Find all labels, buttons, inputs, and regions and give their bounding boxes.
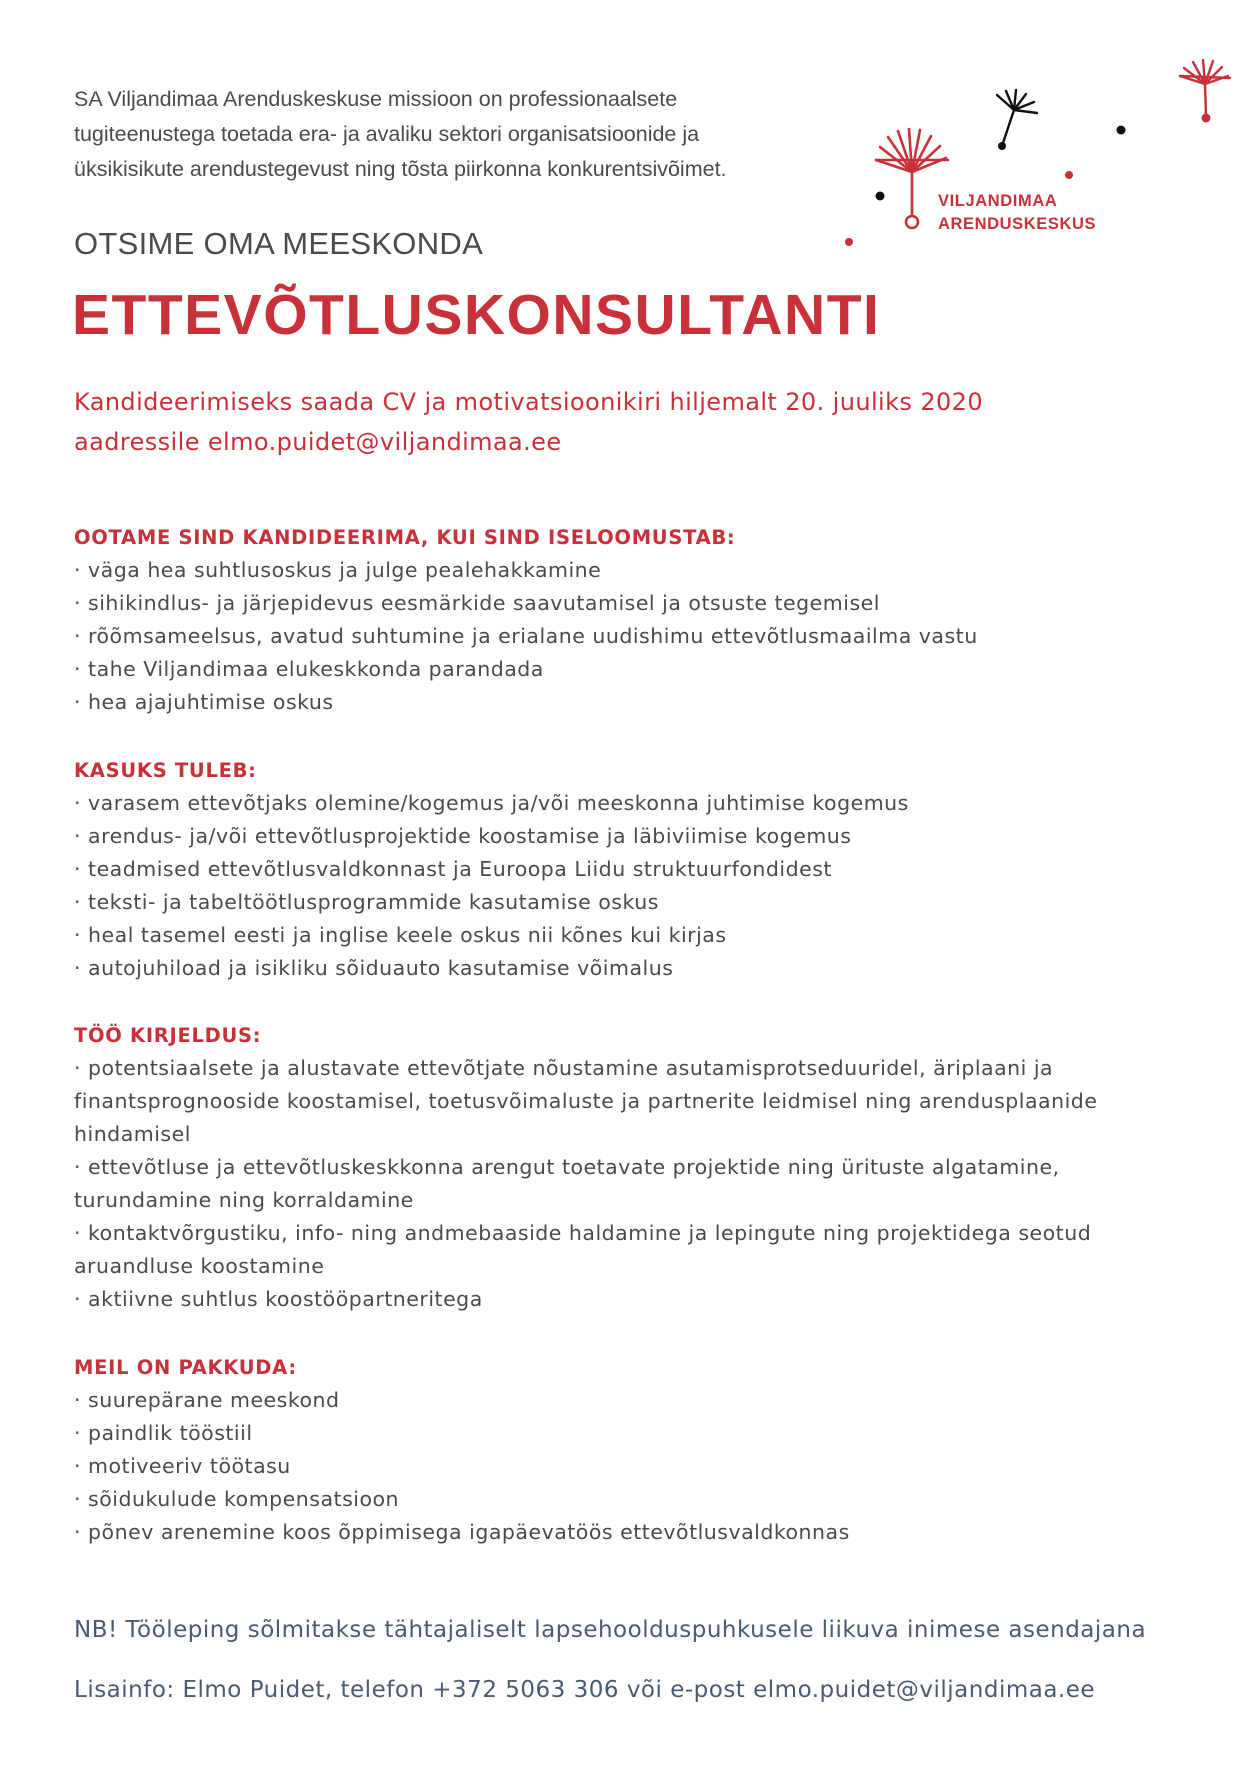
list-item: · varasem ettevõtjaks olemine/kogemus ja/või meeskonna juhtimise kogemus — [74, 791, 909, 815]
list-item: · autojuhiload ja isikliku sõiduauto kasutamise võimalus — [74, 956, 674, 980]
application-line: aadressile elmo.puidet@viljandimaa.ee — [74, 428, 562, 456]
mission-line: tugiteenustega toetada era- ja avaliku sektori organisatsioonide ja — [74, 122, 700, 146]
section-traits — [74, 521, 1174, 719]
list-item: turundamine ning korraldamine — [74, 1188, 414, 1212]
section-heading: TÖÖ KIRJELDUS: — [74, 1024, 262, 1047]
list-item: · hea ajajuhtimise oskus — [74, 690, 334, 714]
list-item: · tahe Viljandimaa elukeskkonda parandada — [74, 657, 544, 681]
section-heading: MEIL ON PAKKUDA: — [74, 1356, 297, 1379]
list-item: · väga hea suhtlusoskus ja julge pealehakkamine — [74, 558, 602, 582]
list-item: finantsprognooside koostamisel, toetusvõimaluste ja partnerite leidmisel ning arendusplaanide — [74, 1089, 1098, 1113]
logo — [0, 0, 1250, 260]
application-line: Kandideerimiseks saada CV ja motivatsioonikiri hiljemalt 20. juuliks 2020 — [74, 388, 983, 416]
list-item: · rõõmsameelsus, avatud suhtumine ja erialane uudishimu ettevõtlusmaailma vastu — [74, 624, 978, 648]
section-duties — [74, 1019, 1174, 1316]
list-item: · suurepärane meeskond — [74, 1388, 340, 1412]
page-subtitle: OTSIME OMA MEESKONDA — [74, 226, 484, 261]
page-title: ETTEVÕTLUSKONSULTANTI — [72, 283, 881, 347]
list-item: · motiveeriv töötasu — [74, 1454, 291, 1478]
list-item: · teadmised ettevõtlusvaldkonnast ja Euroopa Liidu struktuurfondidest — [74, 857, 832, 881]
mission-line: üksikisikute arendustegevust ning tõsta piirkonna konkurentsivõimet. — [74, 157, 727, 181]
section-advantages — [74, 754, 1174, 985]
list-item: · sõidukulude kompensatsioon — [74, 1487, 400, 1511]
mission-line: SA Viljandimaa Arenduskeskuse missioon on professionaalsete — [74, 87, 678, 111]
section-heading: OOTAME SIND KANDIDEERIMA, KUI SIND ISELOOMUSTAB: — [74, 526, 736, 549]
section-heading: KASUKS TULEB: — [74, 759, 257, 782]
list-item: hindamisel — [74, 1122, 191, 1146]
list-item: · kontaktvõrgustiku, info- ning andmebaaside haldamine ja lepingute ning projektidega seotud — [74, 1221, 1092, 1245]
list-item: · teksti- ja tabeltöötlusprogrammide kasutamise oskus — [74, 890, 659, 914]
list-item: · heal tasemel eesti ja inglise keele oskus nii kõnes kui kirjas — [74, 923, 727, 947]
nb-note: NB! Tööleping sõlmitakse tähtajaliselt lapsehoolduspuhkusele liikuva inimese asendajana — [74, 1617, 1147, 1643]
list-item: · sihikindlus- ja järjepidevus eesmärkide saavutamisel ja otsuste tegemisel — [74, 591, 880, 615]
list-item: · ettevõtluse ja ettevõtluskeskkonna arengut toetavate projektide ning ürituste algatamine, — [74, 1155, 1060, 1179]
list-item: · potentsiaalsete ja alustavate ettevõtjate nõustamine asutamisprotseduuridel, äriplaani ja — [74, 1056, 1054, 1080]
list-item: · paindlik tööstiil — [74, 1421, 253, 1445]
list-item: · põnev arenemine koos õppimisega igapäevatöös ettevõtlusvaldkonnas — [74, 1520, 850, 1544]
list-item: aruandluse koostamine — [74, 1254, 325, 1278]
list-item: · arendus- ja/või ettevõtlusprojektide koostamise ja läbiviimise kogemus — [74, 824, 852, 848]
section-offer — [74, 1351, 1174, 1549]
application-info — [74, 382, 983, 462]
logo-text-line2: ARENDUSKESKUS — [938, 215, 1097, 233]
contact-info: Lisainfo: Elmo Puidet, telefon +372 5063 306 või e-post elmo.puidet@viljandimaa.ee — [74, 1677, 1096, 1703]
list-item: · aktiivne suhtlus koostööpartneritega — [74, 1287, 483, 1311]
logo-text-line1: VILJANDIMAA — [938, 192, 1058, 210]
